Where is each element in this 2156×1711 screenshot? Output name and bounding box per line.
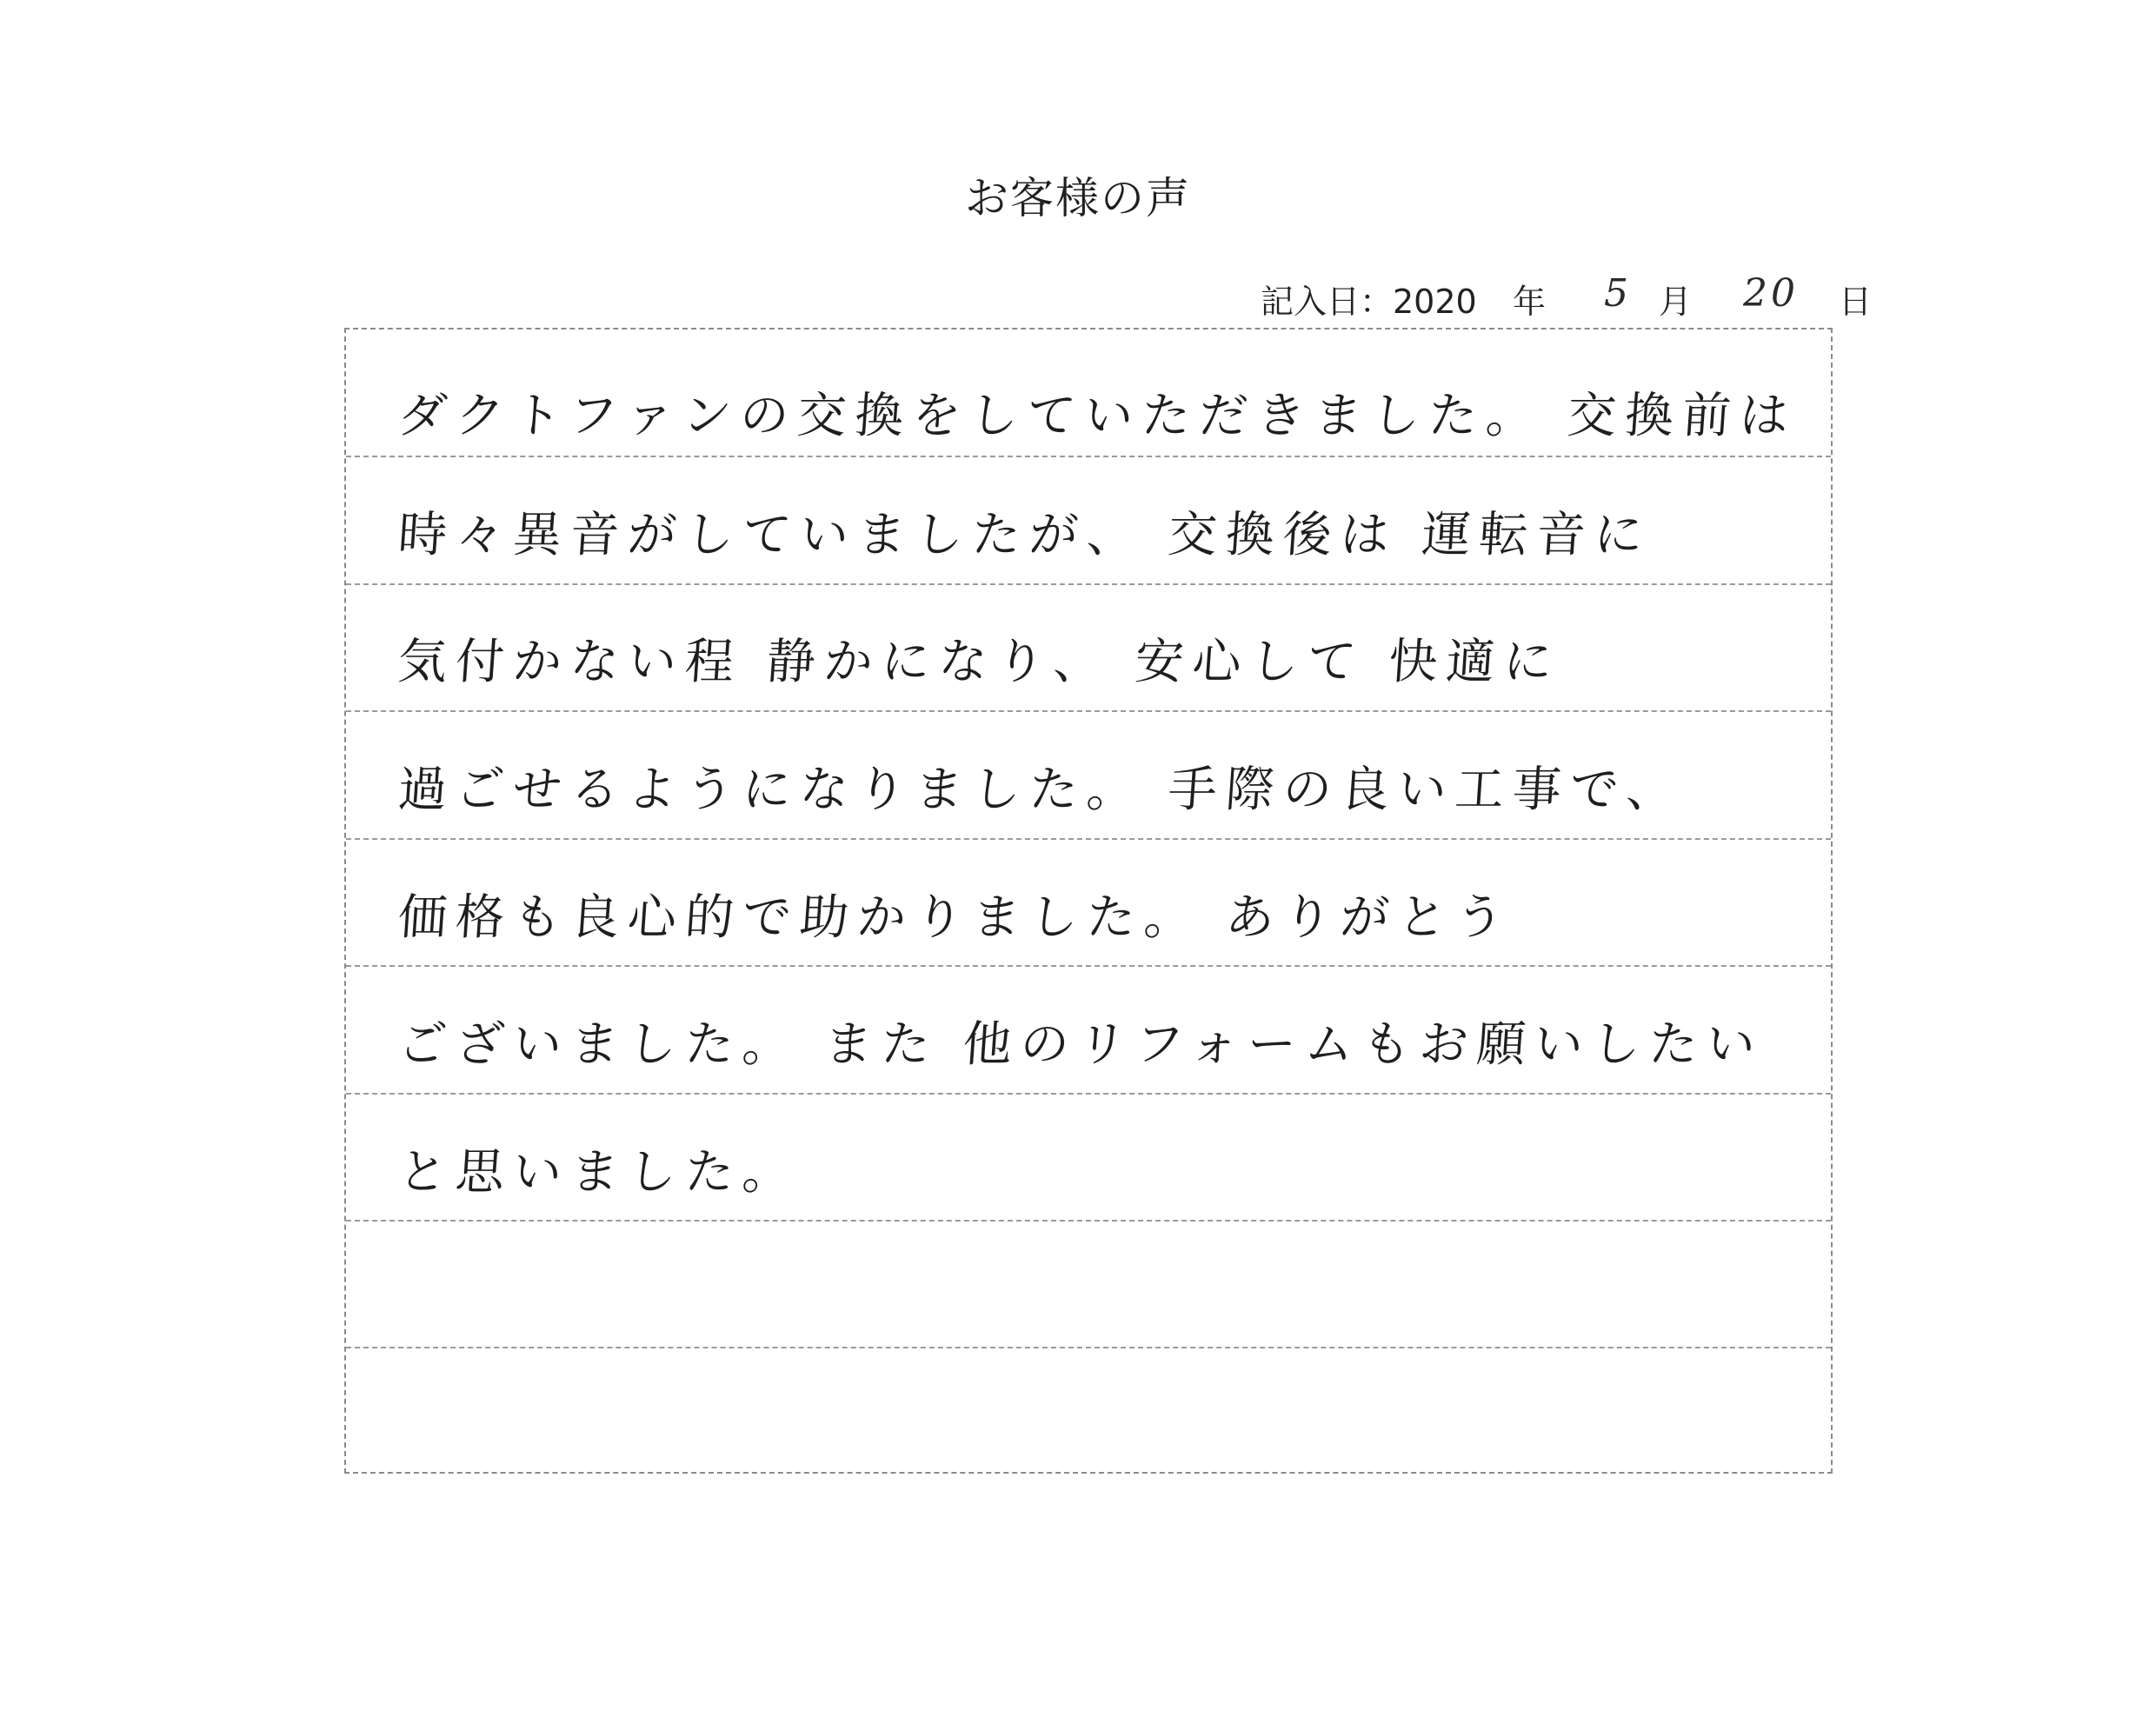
handwritten-line-1: ダクトファンの交換をしていただきました。 交換前は (396, 388, 1800, 444)
page-title: お客様の声 (965, 173, 1191, 223)
handwritten-line-8 (396, 1261, 1809, 1339)
handwritten-line-4: 過ごせるようになりました。 手際の良い工事で、 (396, 762, 1686, 818)
ruled-line (346, 583, 1831, 585)
handwritten-line-7: と思いました。 (396, 1144, 802, 1201)
ruled-line (346, 965, 1831, 967)
handwritten-line-2: 時々異音がしていましたが、 交換後は 運転音に (396, 507, 1654, 563)
handwritten-line-6: ございました。 また 他のリフォームもお願いしたい (396, 1016, 1767, 1073)
month-unit: 月 (1659, 283, 1693, 321)
lined-comment-sheet (344, 328, 1833, 1474)
ruled-line (346, 1093, 1831, 1095)
day-value: 20 (1743, 271, 1799, 316)
ruled-line (346, 1347, 1831, 1348)
day-unit: 日 (1839, 283, 1873, 321)
entry-date (1261, 271, 1873, 323)
ruled-line (346, 838, 1831, 840)
year-unit: 年 (1513, 283, 1547, 321)
handwritten-line-3: 気付かない程 静かになり、 安心して 快適に (396, 634, 1563, 690)
handwritten-line-9 (396, 1388, 1809, 1466)
ruled-line (346, 710, 1831, 712)
entry-date-label: 記入日：2020 (1261, 283, 1477, 321)
ruled-line (346, 1220, 1831, 1222)
ruled-line (346, 456, 1831, 457)
handwritten-line-5: 価格も良心的で助かりました。 ありがとう (396, 889, 1515, 946)
month-value: 5 (1604, 271, 1628, 316)
